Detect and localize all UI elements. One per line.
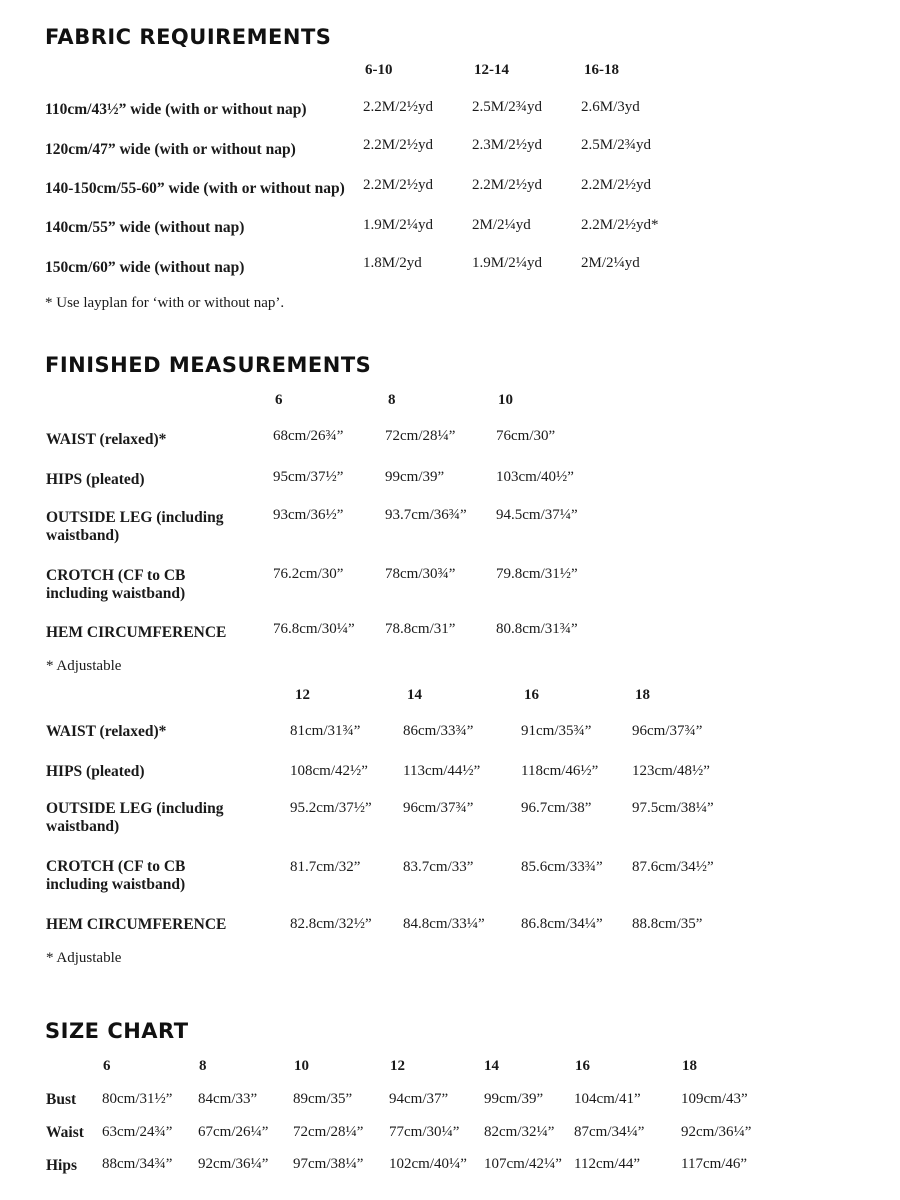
fabric-cell: 2.5M/2¾yd [581,137,652,153]
finished-cell: 81.7cm/32” [290,859,361,875]
finished-cell: 86.8cm/34¼” [521,916,603,932]
finished-row-label: CROTCH (CF to CB including waistband) [46,858,186,893]
fabric-cell: 2.2M/2½yd [581,177,652,193]
size-col-header: 14 [484,1058,499,1074]
size-cell: 104cm/41” [574,1091,641,1107]
size-cell: 99cm/39” [484,1091,544,1107]
finished-cell: 88.8cm/35” [632,916,703,932]
finished-cell: 76.2cm/30” [273,566,344,582]
finished-cell: 113cm/44½” [403,763,481,779]
size-cell: 88cm/34¾” [102,1156,173,1172]
finished-row-label: WAIST (relaxed)* [46,431,167,448]
finished-col-header: 10 [498,392,513,408]
size-col-header: 16 [575,1058,590,1074]
finished-row-label: HIPS (pleated) [46,763,145,780]
size-cell: 117cm/46” [681,1156,748,1172]
finished-row-label: CROTCH (CF to CB including waistband) [46,567,186,602]
size-row-label: Bust [46,1091,77,1108]
size-cell: 107cm/42¼” [484,1156,562,1172]
size-cell: 77cm/30¼” [389,1124,460,1140]
finished-row-label: HEM CIRCUMFERENCE [46,916,227,933]
size-col-header: 12 [390,1058,405,1074]
fabric-row-label: 140cm/55” wide (without nap) [45,219,245,236]
finished-cell: 86cm/33¾” [403,723,474,739]
finished-cell: 95.2cm/37½” [290,800,372,816]
fabric-cell: 2.2M/2½yd [363,177,434,193]
finished-cell: 83.7cm/33” [403,859,474,875]
finished-cell: 76.8cm/30¼” [273,621,355,637]
fabric-cell: 1.8M/2yd [363,255,422,271]
fabric-row-label: 140-150cm/55-60” wide (with or without nap) [45,180,345,197]
fabric-cell: 1.9M/2¼yd [363,217,434,233]
fabric-col-header: 12-14 [474,62,509,78]
finished-cell: 96cm/37¾” [403,800,474,816]
size-cell: 67cm/26¼” [198,1124,269,1140]
finished-cell: 68cm/26¾” [273,428,344,444]
finished-cell: 82.8cm/32½” [290,916,372,932]
finished-cell: 103cm/40½” [496,469,574,485]
size-cell: 97cm/38¼” [293,1156,364,1172]
finished-cell: 96cm/37¾” [632,723,703,739]
finished-row-label: HIPS (pleated) [46,471,145,488]
finished-cell: 94.5cm/37¼” [496,507,578,523]
size-col-header: 6 [103,1058,111,1074]
size-cell: 112cm/44” [574,1156,641,1172]
fabric-cell: 2.5M/2¾yd [472,99,543,115]
finished-cell: 91cm/35¾” [521,723,592,739]
fabric-cell: 2.2M/2½yd [472,177,543,193]
fabric-cell: 2.2M/2½yd [363,137,434,153]
size-cell: 102cm/40¼” [389,1156,467,1172]
size-col-header: 10 [294,1058,309,1074]
fabric-cell: 2.3M/2½yd [472,137,543,153]
finished-footnote: * Adjustable [46,658,122,674]
size-col-header: 8 [199,1058,207,1074]
finished-cell: 80.8cm/31¾” [496,621,578,637]
finished-cell: 99cm/39” [385,469,445,485]
fabric-col-header: 16-18 [584,62,619,78]
finished-col-header: 18 [635,687,650,703]
fabric-cell: 2.6M/3yd [581,99,640,115]
size-cell: 87cm/34¼” [574,1124,645,1140]
finished-cell: 93.7cm/36¾” [385,507,467,523]
finished-cell: 87.6cm/34½” [632,859,714,875]
fabric-col-header: 6-10 [365,62,393,78]
size-chart-title: SIZE CHART [45,1019,189,1043]
finished-cell: 79.8cm/31½” [496,566,578,582]
fabric-footnote: * Use layplan for ‘with or without nap’. [45,295,285,311]
finished-row-label: WAIST (relaxed)* [46,723,167,740]
size-cell: 109cm/43” [681,1091,748,1107]
finished-footnote: * Adjustable [46,950,122,966]
finished-cell: 78.8cm/31” [385,621,456,637]
size-row-label: Waist [46,1124,84,1141]
finished-col-header: 8 [388,392,396,408]
fabric-cell: 2M/2¼yd [581,255,640,271]
fabric-cell: 2.2M/2½yd [363,99,434,115]
fabric-cell: 2M/2¼yd [472,217,531,233]
size-cell: 82cm/32¼” [484,1124,555,1140]
fabric-requirements-title: FABRIC REQUIREMENTS [45,25,332,49]
finished-cell: 97.5cm/38¼” [632,800,714,816]
fabric-cell: 1.9M/2¼yd [472,255,543,271]
finished-col-header: 16 [524,687,539,703]
size-cell: 84cm/33” [198,1091,258,1107]
fabric-row-label: 110cm/43½” wide (with or without nap) [45,101,307,118]
finished-cell: 78cm/30¾” [385,566,456,582]
finished-row-label: OUTSIDE LEG (including waistband) [46,800,224,835]
size-cell: 89cm/35” [293,1091,353,1107]
finished-cell: 81cm/31¾” [290,723,361,739]
size-cell: 92cm/36¼” [198,1156,269,1172]
finished-col-header: 6 [275,392,283,408]
finished-cell: 95cm/37½” [273,469,344,485]
size-col-header: 18 [682,1058,697,1074]
finished-cell: 85.6cm/33¾” [521,859,603,875]
finished-cell: 96.7cm/38” [521,800,592,816]
fabric-cell: 2.2M/2½yd* [581,217,659,233]
finished-cell: 76cm/30” [496,428,556,444]
finished-cell: 84.8cm/33¼” [403,916,485,932]
size-cell: 63cm/24¾” [102,1124,173,1140]
finished-cell: 118cm/46½” [521,763,599,779]
finished-cell: 72cm/28¼” [385,428,456,444]
size-cell: 92cm/36¼” [681,1124,752,1140]
finished-col-header: 14 [407,687,422,703]
fabric-row-label: 150cm/60” wide (without nap) [45,259,245,276]
finished-cell: 108cm/42½” [290,763,368,779]
fabric-row-label: 120cm/47” wide (with or without nap) [45,141,296,158]
finished-row-label: HEM CIRCUMFERENCE [46,624,227,641]
size-cell: 72cm/28¼” [293,1124,364,1140]
finished-col-header: 12 [295,687,310,703]
size-cell: 94cm/37” [389,1091,449,1107]
size-row-label: Hips [46,1157,78,1174]
size-cell: 80cm/31½” [102,1091,173,1107]
finished-cell: 93cm/36½” [273,507,344,523]
finished-cell: 123cm/48½” [632,763,710,779]
finished-measurements-title: FINISHED MEASUREMENTS [45,353,372,377]
finished-row-label: OUTSIDE LEG (including waistband) [46,509,224,544]
